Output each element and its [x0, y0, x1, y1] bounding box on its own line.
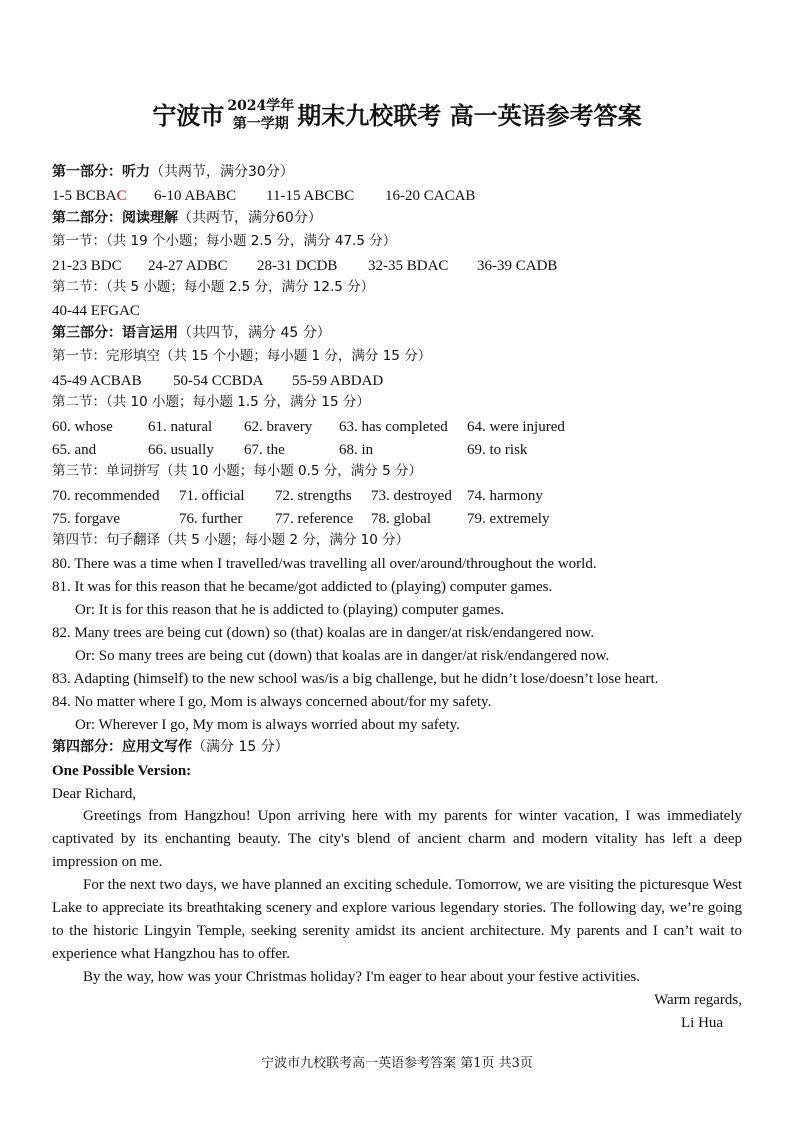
answer-item: 69. to risk [467, 442, 528, 458]
translation-item: 81. It was for this reason that he became/got addicted to (playing) computer games. [52, 579, 553, 595]
answer-group: 1-5 BCBAC [52, 188, 127, 204]
signature: Li Hua [681, 1015, 724, 1031]
part3-section1-answers [52, 371, 752, 391]
letter-paragraph: Greetings from Hangzhou! Upon arriving here with my parents for winter vacation, I was immediately captivated by its enchanting beauty. The city's blend of ancient charm and modern vitality has left a deep impression on me. [52, 808, 742, 870]
answer-item: 71. official [179, 488, 245, 504]
answer-item: 75. forgave [52, 511, 121, 527]
page-footer: 宁波市九校联考高一英语参考答案 第1页 共3页 [261, 1056, 533, 1071]
answer-group: 28-31 DCDB [257, 258, 338, 274]
translation-item: 83. Adapting (himself) to the new school was/is a big challenge, but he didn’t lose/doesn’t lose heart. [52, 671, 659, 687]
answer-group: 32-35 BDAC [368, 258, 449, 274]
part3-section3-label: 第三节：单词拼写（共 10 小题；每小题 0.5 分，满分 5 分） [52, 463, 422, 479]
part1-answers [52, 186, 752, 206]
part3-section3-row [52, 486, 752, 506]
part3-heading: 第三部分：语言运用（共四节，满分 45 分） [52, 325, 331, 341]
answer-item: 72. strengths [275, 488, 352, 504]
part3-section2-row [52, 440, 752, 460]
answer-item: 65. and [52, 442, 97, 458]
translation-alt: Or: So many trees are being cut (down) that koalas are in danger/at risk/endangered now. [75, 648, 610, 664]
title-term [227, 97, 294, 133]
part3-section3-row [52, 509, 752, 529]
answer-item: 73. destroyed [371, 488, 452, 504]
answer-group: 16-20 CACAB [385, 188, 476, 204]
answer-group: 21-23 BDC [52, 258, 122, 274]
answer-item: 74. harmony [467, 488, 543, 504]
answer-group: 50-54 CCBDA [173, 373, 264, 389]
translation-item: 84. No matter where I go, Mom is always concerned about/for my safety. [52, 694, 492, 710]
answer-group: 24-27 ADBC [148, 258, 228, 274]
letter-paragraph: By the way, how was your Christmas holiday? I'm eager to hear about your festive activities. [83, 969, 640, 985]
part2-heading: 第二部分：阅读理解（共两节，满分60分） [52, 210, 322, 226]
answer-item: 61. natural [148, 419, 213, 435]
part3-section2-row [52, 417, 752, 437]
answer-group: 55-59 ABDAD [292, 373, 384, 389]
salutation: Dear Richard, [52, 786, 137, 802]
translation-alt: Or: Wherever I go, My mom is always worried about my safety. [75, 717, 460, 733]
title-exam: 期末九校联考 高一英语参考答案 [297, 101, 642, 130]
answer-group: 11-15 ABCBC [266, 188, 355, 204]
translation-item: 82. Many trees are being cut (down) so (that) koalas are in danger/at risk/endangered now. [52, 625, 595, 641]
answer-item: 70. recommended [52, 488, 160, 504]
page-title [0, 96, 794, 136]
answer-item: 78. global [371, 511, 431, 527]
part2-section1-answers [52, 256, 752, 276]
part1-heading: 第一部分：听力（共两节，满分30分） [52, 164, 294, 180]
part2-section2-answers: 40-44 EFGAC [52, 303, 140, 319]
translation-alt: Or: It is for this reason that he is addicted to (playing) computer games. [75, 602, 505, 618]
answer-item: 64. were injured [467, 419, 565, 435]
title-city: 宁波市 [152, 101, 225, 130]
answer-item: 77. reference [275, 511, 354, 527]
letter-paragraph: For the next two days, we have planned an exciting schedule. Tomorrow, we are visiting the picturesque West Lake to appreciate its breathtaking scenery and explore various legendary stories. The following day, we’re going to the historic Lingyin Temple, seeking serenity amidst its ancient architecture. My parents and I can’t wait to experience what Hangzhou has to offer. [52, 877, 742, 962]
answer-item: 67. the [244, 442, 285, 458]
answer-group: 45-49 ACBAB [52, 373, 142, 389]
title-year: 2024学年 [227, 97, 295, 114]
answer-item: 68. in [339, 442, 374, 458]
answer-item: 62. bravery [244, 419, 313, 435]
translation-item: 80. There was a time when I travelled/was travelling all over/around/throughout the world. [52, 556, 597, 572]
answer-item: 60. whose [52, 419, 113, 435]
part3-section4-label: 第四节：句子翻译（共 5 小题；每小题 2 分，满分 10 分） [52, 532, 410, 548]
answer-item: 79. extremely [467, 511, 550, 527]
part3-section1-label: 第一节：完形填空（共 15 个小题；每小题 1 分，满分 15 分） [52, 348, 432, 364]
closing: Warm regards, [654, 992, 742, 1008]
correction-mark: C [116, 188, 127, 204]
answer-group: 36-39 CADB [477, 258, 558, 274]
part3-section2-label: 第二节：（共 10 小题；每小题 1.5 分，满分 15 分） [52, 394, 370, 410]
answer-group: 6-10 ABABC [154, 188, 237, 204]
answer-item: 66. usually [148, 442, 214, 458]
answer-item: 76. further [179, 511, 243, 527]
title-semester: 第一学期 [232, 115, 289, 132]
part4-heading: 第四部分：应用文写作（满分 15 分） [52, 739, 289, 755]
answer-item: 63. has completed [339, 419, 448, 435]
part2-section2-label: 第二节：（共 5 小题；每小题 2.5 分，满分 12.5 分） [52, 279, 375, 295]
part2-section1-label: 第一节：（共 19 个小题；每小题 2.5 分，满分 47.5 分） [52, 233, 397, 249]
version-label: One Possible Version: [52, 763, 192, 779]
